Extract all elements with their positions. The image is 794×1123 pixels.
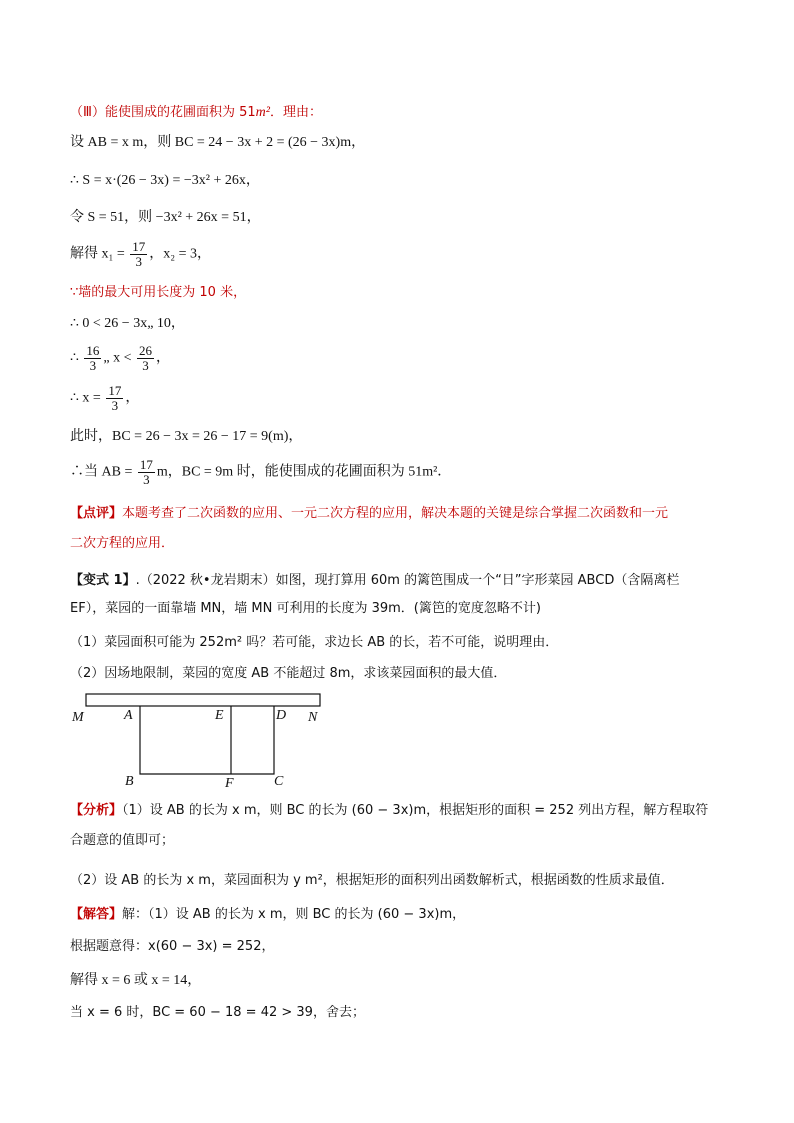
variant-tag: 【变式 1】	[70, 573, 136, 588]
text: 本题考查了二次函数的应用、一元二次方程的应用，解决本题的关键是综合掌握二次函数和一元	[122, 506, 669, 521]
numerator: 17	[139, 457, 153, 472]
line-part-iii	[70, 104, 322, 122]
line-let-s: 令 S = 51，则 −3x² + 26x = 51，	[70, 210, 261, 225]
label-f: F	[225, 776, 234, 791]
text: „ x <	[103, 350, 136, 366]
comment-tag: 【点评】	[70, 506, 123, 521]
text: ，	[125, 390, 140, 406]
text: （Ⅲ）能使围成的花圃面积为 51	[70, 105, 256, 120]
text: 解：（1）设 AB 的长为 x m，则 BC 的长为 (60 − 3x)m，	[122, 907, 466, 922]
garden-diagram	[70, 690, 330, 795]
line-range	[70, 344, 170, 373]
line-x-value	[70, 384, 139, 413]
text: 解得 x₁ =	[70, 246, 129, 262]
line-equation: 根据题意得：x(60 − 3x) = 252，	[70, 939, 275, 954]
line-comment-cont: 二次方程的应用．	[70, 536, 175, 551]
label-n: N	[308, 710, 318, 725]
line-set-ab: 设 AB = x m，则 BC = 24 − 3x + 2 = (26 − 3x)m，	[70, 135, 366, 150]
wall-mn	[86, 694, 320, 706]
line-reject: 当 x = 6 时，BC = 60 − 18 = 42 > 39，舍去；	[70, 1005, 365, 1020]
text: ∴ x =	[70, 390, 105, 406]
denominator: 3	[143, 472, 150, 487]
line-bc-value: 此时，BC = 26 − 3x = 26 − 17 = 9(m)，	[70, 429, 303, 444]
label-m: M	[72, 710, 84, 725]
line-solve-x	[70, 240, 211, 269]
line-inequality: ∴ 0 < 26 − 3x„ 10，	[70, 316, 185, 331]
line-solution	[70, 906, 465, 924]
line-area-formula: ∴ S = x·(26 − 3x) = −3x² + 26x，	[70, 173, 260, 188]
line-conclusion	[70, 458, 451, 487]
label-e: E	[215, 708, 224, 723]
line-variant-cont: EF），菜园的一面靠墙 MN，墙 MN 可利用的长度为 39m．(篱笆的宽度忽略不计)	[70, 601, 541, 616]
line-analysis-2: （2）设 AB 的长为 x m，菜园面积为 y m²，根据矩形的面积列出函数解析式，根据函数的性质求最值．	[70, 873, 674, 888]
text: m，BC = 9m 时，能使围成的花圃面积为 51m²．	[156, 464, 452, 480]
denominator: 3	[142, 358, 149, 373]
numerator: 26	[139, 343, 153, 358]
label-b: B	[125, 774, 134, 789]
line-question-2: （2）因场地限制，菜园的宽度 AB 不能超过 8m，求该菜园面积的最大值．	[70, 666, 507, 681]
denominator: 3	[111, 398, 119, 413]
text: .（2022 秋•龙岩期末）如图，现打算用 60m 的篱笆围成一个“日”字形菜园 ABCD（含隔离栏	[135, 573, 680, 588]
line-wall-length: ∵墙的最大可用长度为 10 米，	[70, 285, 247, 300]
line-roots: 解得 x = 6 或 x = 14，	[70, 973, 202, 988]
line-analysis	[70, 802, 708, 820]
denominator: 3	[135, 254, 143, 269]
line-question-1: （1）菜园面积可能为 252m² 吗？若可能，求边长 AB 的长，若不可能，说明理由．	[70, 635, 559, 650]
text: ．理由：	[269, 105, 322, 120]
fraction	[106, 384, 123, 413]
solution-tag: 【解答】	[70, 907, 123, 922]
analysis-tag: 【分析】	[70, 803, 123, 818]
label-a: A	[124, 708, 133, 723]
numerator: 16	[86, 343, 100, 358]
line-variant-title	[70, 572, 679, 590]
numerator: 17	[132, 239, 146, 254]
line-comment	[70, 505, 668, 523]
label-d: D	[276, 708, 287, 723]
fraction	[138, 458, 155, 487]
denominator: 3	[89, 358, 97, 373]
numerator: 17	[108, 383, 122, 398]
fraction	[84, 344, 101, 373]
garden-fence	[140, 706, 274, 774]
fraction	[137, 344, 154, 373]
text: （1）设 AB 的长为 x m，则 BC 的长为 (60 − 3x)m，根据矩形的面积 = 252 列出方程，解方程取符	[122, 803, 709, 818]
text: ∴当 AB =	[70, 464, 136, 480]
text: ，x₂ = 3，	[149, 246, 212, 262]
label-c: C	[274, 774, 284, 789]
line-analysis-cont: 合题意的值即可；	[70, 833, 175, 848]
text: ，	[156, 350, 171, 366]
fraction	[130, 240, 147, 269]
garden-figure	[70, 690, 330, 795]
unit: m²	[255, 105, 270, 120]
text: ∴	[70, 350, 83, 366]
